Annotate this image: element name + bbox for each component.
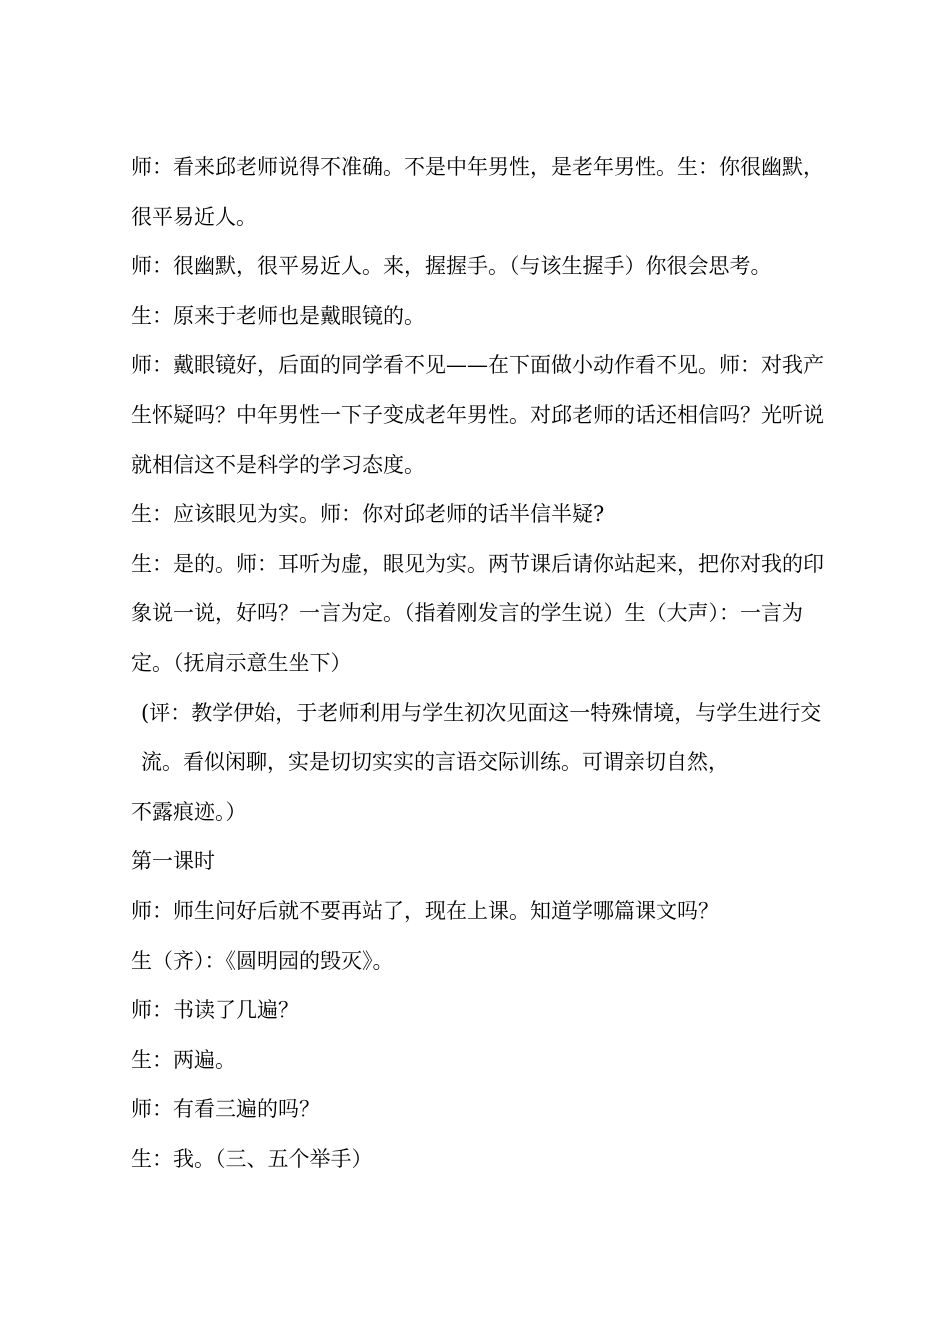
paragraph-12: 师：书读了几遍？ xyxy=(131,998,299,1023)
paragraph-14: 师：有看三遍的吗？ xyxy=(131,1097,320,1122)
paragraph-11: 生（齐）：《圆明园的毁灭》。 xyxy=(131,948,394,973)
paragraph-1: 师：看来邱老师说得不准确。不是中年男性，是老年男性。生：你很幽默，很平易近人。 xyxy=(131,155,824,229)
paragraph-4: 师：戴眼镜好，后面的同学看不见——在下面做小动作看不见。师：对我产生怀疑吗？中年男性一下子变成老年男性。对邱老师的话还相信吗？光听说就相信这不是科学的学习态度。 xyxy=(131,353,824,477)
paragraph-15: 生：我。（三、五个举手） xyxy=(131,1146,373,1171)
paragraph-10: 师：师生问好后就不要再站了，现在上课。知道学哪篇课文吗？ xyxy=(131,898,719,923)
section-heading: 第一课时 xyxy=(131,849,215,874)
paragraph-5: 生：应该眼见为实。师：你对邱老师的话半信半疑? xyxy=(131,502,605,527)
comment-paragraph-end: 不露痕迹。） xyxy=(131,799,247,824)
paragraph-13: 生：两遍。 xyxy=(131,1047,236,1072)
document-body xyxy=(131,143,831,1184)
comment-paragraph: (评：教学伊始，于老师利用与学生初次见面这一特殊情境，与学生进行交流。看似闲聊，实是切切实实的言语交际训练。可谓亲切自然， xyxy=(141,700,822,775)
paragraph-6: 生：是的。师：耳听为虚，眼见为实。两节课后请你站起来，把你对我的印象说一说，好吗？一言为定。（指着刚发言的学生说）生（大声）：一言为定。（抚肩示意生坐下） xyxy=(131,551,824,675)
paragraph-2: 师：很幽默，很平易近人。来，握握手。（与该生握手）你很会思考。 xyxy=(131,254,772,279)
paragraph-3: 生：原来于老师也是戴眼镜的。 xyxy=(131,303,425,328)
